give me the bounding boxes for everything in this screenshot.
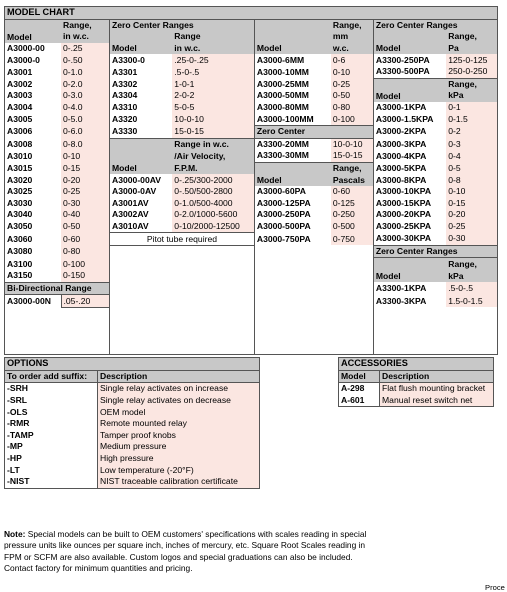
empty-cell (373, 307, 446, 319)
model-cell: Zero Center (254, 125, 373, 138)
model-chart-row (5, 295, 498, 308)
empty-cell (254, 331, 331, 343)
footer-truncated-text: Proce (485, 583, 505, 592)
empty-cell (331, 245, 374, 258)
model-chart-row (5, 319, 498, 331)
empty-cell (172, 258, 254, 270)
model-chart-row (5, 31, 498, 43)
model-cell: A3301 (110, 66, 173, 78)
range-cell: 0-.50 (61, 54, 110, 66)
range-cell: 0-15 (446, 198, 497, 210)
model-chart-row (5, 307, 498, 319)
range-cell: 0-.50/500-2800 (172, 186, 254, 198)
empty-cell (331, 319, 374, 331)
range-cell: 0-10 (446, 186, 497, 198)
model-chart-row (5, 19, 498, 31)
accessories-table (338, 357, 494, 407)
range-cell: 0-10 (61, 150, 110, 162)
model-cell: A3000-25MM (254, 78, 331, 90)
model-cell: A3100 (7, 258, 33, 269)
range-cell: 0-4 (446, 150, 497, 162)
empty-cell (373, 343, 446, 355)
model-cell: A3080 (7, 246, 33, 257)
empty-cell (446, 307, 497, 319)
model-chart-row (5, 198, 498, 210)
empty-cell (61, 343, 110, 355)
model-cell: Model (254, 162, 331, 186)
model-cell: A3330 (110, 125, 173, 138)
options-suffix-header: To order add suffix: (5, 370, 98, 383)
range-cell: /Air Velocity, (172, 150, 254, 162)
accessory-model: A-601 (341, 395, 365, 406)
option-description: OEM model (98, 406, 260, 418)
model-cell: A3000-500PA (254, 221, 331, 233)
option-suffix: -OLS (7, 406, 28, 417)
range-cell: 0-30 (446, 233, 497, 246)
range-cell: kPa (446, 90, 497, 102)
range-cell: 0-40 (61, 209, 110, 221)
option-row (5, 441, 260, 453)
model-chart-row (5, 233, 498, 246)
options-body (5, 358, 260, 489)
range-cell: 0-.25 (61, 43, 110, 55)
model-cell: Model (110, 138, 173, 174)
range-cell: 0-2.0 (61, 78, 110, 90)
range-cell: mm (331, 31, 374, 43)
range-cell: 0-125 (331, 198, 374, 210)
model-chart-row (5, 258, 498, 270)
range-cell: w.c. (331, 43, 374, 55)
range-cell: 10-0-10 (331, 138, 374, 150)
range-cell: Range, (61, 19, 110, 31)
model-cell: Model (254, 19, 331, 54)
model-cell: A3000-0AV (110, 186, 173, 198)
option-description: High pressure (98, 453, 260, 465)
empty-cell (110, 295, 173, 308)
model-cell: A3010 (7, 150, 33, 161)
model-cell: Model (110, 31, 173, 54)
option-description: Medium pressure (98, 441, 260, 453)
option-row (5, 395, 260, 407)
model-chart-table (4, 6, 498, 355)
range-cell: Pa (446, 43, 497, 55)
model-chart-row (5, 78, 498, 90)
model-cell: A3304 (110, 90, 173, 102)
range-cell: 0-100 (331, 113, 374, 125)
range-cell: 0-250 (331, 209, 374, 221)
range-cell: 10-0-10 (172, 113, 254, 125)
accessory-description: Flat flush mounting bracket (380, 383, 494, 395)
options-header-row (5, 370, 260, 383)
model-cell: A3030 (7, 197, 33, 208)
model-chart-row (5, 113, 498, 125)
model-cell: A3300-500PA (373, 66, 446, 78)
range-cell: 5-0-5 (172, 102, 254, 114)
option-suffix: -TAMP (7, 429, 34, 440)
option-row (5, 464, 260, 476)
accessory-description: Manual reset switch net (380, 395, 494, 407)
model-cell: A3300-3KPA (373, 295, 446, 308)
model-chart-row (5, 125, 498, 138)
range-cell: Range, (446, 258, 497, 270)
range-cell: 0-50 (331, 90, 374, 102)
range-cell: 0-150 (61, 270, 110, 282)
range-cell: 0-500 (331, 221, 374, 233)
range-cell: 0-10 (331, 66, 374, 78)
range-cell: 0-20 (61, 174, 110, 186)
model-cell: A3003 (7, 90, 33, 101)
model-cell: A3000-100MM (254, 113, 331, 125)
range-cell: .25-0-.25 (172, 54, 254, 66)
model-cell: A3000-8KPA (373, 174, 446, 186)
model-cell: A3000-750PA (254, 233, 331, 246)
accessories-body (339, 358, 494, 407)
range-cell: Range, (446, 31, 497, 43)
range-cell: 0-1.0/500-4000 (172, 198, 254, 210)
empty-cell (254, 282, 331, 295)
range-cell: 0-5.0 (61, 113, 110, 125)
model-cell: A3320 (110, 113, 173, 125)
range-cell: 0-50 (61, 221, 110, 233)
model-chart-row (5, 343, 498, 355)
range-cell: 0-2.0/1000-5600 (172, 209, 254, 221)
option-description: Remote mounted relay (98, 418, 260, 430)
model-chart-row (5, 221, 498, 233)
empty-cell (61, 307, 110, 319)
model-chart-title: MODEL CHART (5, 7, 498, 20)
model-cell: Bi-Directional Range (5, 282, 110, 295)
model-cell: Pitot tube required (110, 233, 255, 246)
option-row (5, 476, 260, 488)
model-cell: A3300-0 (110, 54, 173, 66)
option-suffix: -SRL (7, 395, 28, 406)
range-cell: kPa (446, 270, 497, 282)
empty-cell (373, 331, 446, 343)
empty-cell (5, 331, 62, 343)
empty-cell (254, 307, 331, 319)
note-label: Note: (4, 529, 26, 539)
range-cell: 0-6.0 (61, 125, 110, 138)
range-cell: 0-100 (61, 258, 110, 270)
model-cell: A3015 (7, 162, 33, 173)
range-cell: 0-25 (331, 78, 374, 90)
model-chart-row (5, 174, 498, 186)
model-cell: A3000-00AV (110, 174, 173, 186)
model-cell: Zero Center Ranges (373, 19, 497, 31)
model-chart-body (5, 7, 498, 355)
range-cell: Range, (446, 78, 497, 90)
option-description: NIST traceable calibration certificate (98, 476, 260, 488)
range-cell: 250-0-250 (446, 66, 497, 78)
model-cell: A3001 (7, 66, 33, 77)
empty-cell (254, 270, 331, 282)
model-cell: Model (5, 19, 62, 43)
range-cell: 15-0-15 (331, 150, 374, 162)
range-cell: .5-0-.5 (172, 66, 254, 78)
option-suffix: -LT (7, 464, 20, 475)
range-cell: 0-25 (61, 186, 110, 198)
empty-cell (446, 343, 497, 355)
empty-cell (5, 307, 62, 319)
empty-cell (172, 307, 254, 319)
model-cell: A3040 (7, 209, 33, 220)
range-cell: 0-25 (446, 221, 497, 233)
accessories-model-header: Model (339, 370, 380, 383)
empty-cell (61, 319, 110, 331)
range-cell: 0-1.5 (446, 113, 497, 125)
accessory-row (339, 383, 494, 395)
model-chart-row (5, 282, 498, 295)
note-text: Special models can be built to OEM customers' specifications with scales reading in special pressure units like ounces per square inch, inches of mercury, etc. Square Root Scales reading in FPM or SCFM are also available. Custom logos and special graduations can also be included. Contact factory for minimum quantities and pricing. (4, 529, 367, 574)
model-cell: A3004 (7, 102, 33, 113)
option-row (5, 406, 260, 418)
option-suffix: -MP (7, 441, 23, 452)
accessories-description-header: Description (380, 370, 494, 383)
model-cell: Model (373, 258, 446, 282)
model-cell: A3000-2KPA (373, 125, 446, 138)
model-cell: A3002 (7, 78, 33, 89)
range-cell: 0-3.0 (61, 90, 110, 102)
range-cell: 0-.25/300-2000 (172, 174, 254, 186)
empty-cell (331, 270, 374, 282)
model-cell: A3300-30MM (254, 150, 331, 162)
model-chart-row (5, 186, 498, 198)
empty-cell (110, 307, 173, 319)
range-cell: Range (172, 31, 254, 43)
empty-cell (331, 307, 374, 319)
model-cell: A3000-5KPA (373, 162, 446, 174)
option-description: Single relay activates on increase (98, 383, 260, 395)
model-cell: A3000-50MM (254, 90, 331, 102)
model-cell: A3310 (110, 102, 173, 114)
model-chart-row (5, 102, 498, 114)
empty-cell (172, 245, 254, 258)
model-cell: Zero Center Ranges (373, 245, 497, 258)
empty-cell (331, 258, 374, 270)
empty-cell (61, 331, 110, 343)
empty-cell (446, 331, 497, 343)
range-cell: 0-60 (331, 186, 374, 198)
range-cell: 0-6 (331, 54, 374, 66)
range-cell: 0-10/2000-12500 (172, 221, 254, 233)
option-description: Single relay activates on decrease (98, 395, 260, 407)
accessory-model: A-298 (341, 383, 365, 394)
model-cell: A3002AV (110, 209, 173, 221)
model-cell: Model (373, 78, 446, 102)
empty-cell (254, 258, 331, 270)
accessories-title: ACCESSORIES (339, 358, 494, 371)
model-cell: A3000-250PA (254, 209, 331, 221)
empty-cell (254, 319, 331, 331)
model-cell: A3000-1.5KPA (373, 113, 446, 125)
model-cell: A3000-25KPA (373, 221, 446, 233)
model-cell: A3050 (7, 221, 33, 232)
range-cell: 15-0-15 (172, 125, 254, 138)
range-cell: 0-20 (446, 209, 497, 221)
range-cell: in w.c. (172, 43, 254, 55)
model-cell: A3008 (7, 138, 33, 149)
model-cell: A3000-125PA (254, 198, 331, 210)
accessory-row (339, 395, 494, 407)
empty-cell (254, 343, 331, 355)
range-cell: .5-0-.5 (446, 282, 497, 295)
range-cell: F.P.M. (172, 162, 254, 174)
empty-cell (331, 282, 374, 295)
model-cell: A3000-30KPA (373, 233, 446, 246)
empty-cell (172, 343, 254, 355)
model-cell: A3000-0 (7, 54, 40, 65)
options-title-row (5, 358, 260, 371)
accessories-header-row (339, 370, 494, 383)
model-chart-row (5, 162, 498, 174)
model-cell: A3010AV (110, 221, 173, 233)
accessories-title-row (339, 358, 494, 371)
empty-cell (373, 319, 446, 331)
empty-cell (110, 258, 173, 270)
model-cell: A3300-250PA (373, 54, 446, 66)
model-cell: A3000-00N (7, 295, 51, 306)
empty-cell (446, 319, 497, 331)
range-cell: 1.5-0-1.5 (446, 295, 497, 308)
model-cell: A3000-3KPA (373, 138, 446, 150)
option-description: Low temperature (-20°F) (98, 464, 260, 476)
range-cell: 0-30 (61, 198, 110, 210)
option-row (5, 418, 260, 430)
range-cell: 0-15 (61, 162, 110, 174)
option-suffix: -HP (7, 453, 22, 464)
special-models-note (4, 529, 371, 575)
empty-cell (5, 343, 62, 355)
model-cell: A3000-10KPA (373, 186, 446, 198)
option-description: Tamper proof knobs (98, 430, 260, 442)
options-table (4, 357, 260, 489)
range-cell: 0-80 (61, 245, 110, 258)
range-cell: 0-1.0 (61, 66, 110, 78)
model-chart-row (5, 331, 498, 343)
range-cell: Range, (331, 19, 374, 31)
model-cell: A3000-6MM (254, 54, 331, 66)
range-cell: 0-1 (446, 102, 497, 114)
model-cell: A3300-1KPA (373, 282, 446, 295)
option-row (5, 453, 260, 465)
model-cell: Model (373, 31, 446, 54)
empty-cell (172, 319, 254, 331)
model-cell: A3000-1KPA (373, 102, 446, 114)
model-cell: A3005 (7, 113, 33, 124)
range-cell: 125-0-125 (446, 54, 497, 66)
empty-cell (172, 270, 254, 282)
empty-cell (110, 282, 173, 295)
range-cell: 0-2 (446, 125, 497, 138)
model-chart-row (5, 66, 498, 78)
range-cell: Pascals (331, 174, 374, 186)
model-cell: A3300-20MM (254, 138, 331, 150)
empty-cell (254, 295, 331, 308)
model-cell: A3060 (7, 233, 33, 244)
model-chart-row (5, 150, 498, 162)
range-cell: 0-8 (446, 174, 497, 186)
option-row (5, 430, 260, 442)
empty-cell (331, 343, 374, 355)
range-cell: 0-5 (446, 162, 497, 174)
empty-cell (110, 319, 173, 331)
range-cell: 0-3 (446, 138, 497, 150)
range-cell: .05-.20 (61, 295, 110, 308)
range-cell: 1-0-1 (172, 78, 254, 90)
empty-cell (5, 319, 62, 331)
model-cell: A3000-10MM (254, 66, 331, 78)
empty-cell (172, 331, 254, 343)
model-cell: A3302 (110, 78, 173, 90)
range-cell: Range, (331, 162, 374, 174)
model-cell: A3000-00 (7, 43, 45, 54)
option-row (5, 383, 260, 395)
range-cell: 0-8.0 (61, 138, 110, 150)
range-cell: in w.c. (61, 31, 110, 43)
empty-cell (110, 343, 173, 355)
range-cell: Range in w.c. (172, 138, 254, 150)
model-chart-row (5, 138, 498, 150)
empty-cell (110, 331, 173, 343)
option-suffix: -NIST (7, 476, 30, 487)
range-cell: 0-60 (61, 233, 110, 246)
empty-cell (110, 245, 173, 258)
model-cell: A3020 (7, 174, 33, 185)
model-cell: A3000-20KPA (373, 209, 446, 221)
model-cell: A3001AV (110, 198, 173, 210)
model-cell: A3006 (7, 126, 33, 137)
option-suffix: -RMR (7, 418, 30, 429)
model-chart-row (5, 209, 498, 221)
range-cell: 0-750 (331, 233, 374, 246)
empty-cell (172, 282, 254, 295)
option-suffix: -SRH (7, 383, 29, 394)
model-cell: A3150 (7, 270, 33, 281)
model-cell: Zero Center Ranges (110, 19, 255, 31)
options-title: OPTIONS (5, 358, 260, 371)
range-cell: 0-80 (331, 102, 374, 114)
model-chart-row (5, 54, 498, 66)
model-cell: A3000-15KPA (373, 198, 446, 210)
model-chart-title-row (5, 7, 498, 20)
options-description-header: Description (98, 370, 260, 383)
empty-cell (110, 270, 173, 282)
model-cell: A3000-4KPA (373, 150, 446, 162)
model-cell: A3025 (7, 186, 33, 197)
model-cell: A3000-60PA (254, 186, 331, 198)
empty-cell (254, 245, 331, 258)
model-chart-row (5, 245, 498, 258)
empty-cell (172, 295, 254, 308)
empty-cell (331, 331, 374, 343)
model-cell: A3000-80MM (254, 102, 331, 114)
range-cell: 2-0-2 (172, 90, 254, 102)
empty-cell (331, 295, 374, 308)
range-cell: 0-4.0 (61, 102, 110, 114)
